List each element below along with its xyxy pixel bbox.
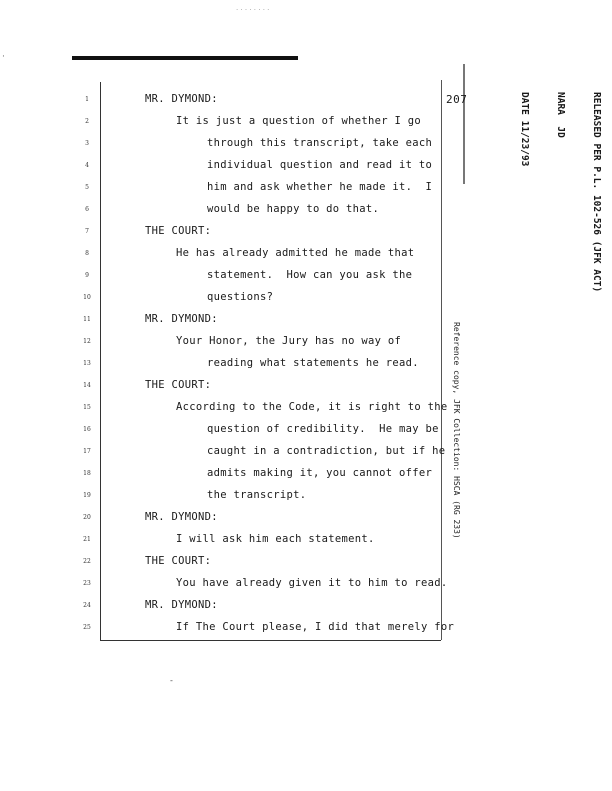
transcript-line: You have already given it to him to read. <box>176 577 448 589</box>
speaker-label: THE COURT: <box>145 379 212 391</box>
transcript-line: question of credibility. He may be <box>207 423 439 435</box>
right-margin-rule <box>441 80 442 640</box>
line-number: 8 <box>85 250 89 257</box>
scan-specks: · · · · · · · · <box>236 6 270 14</box>
transcript-line: the transcript. <box>207 489 307 501</box>
line-number: 1 <box>85 96 89 103</box>
line-number: 23 <box>83 580 91 587</box>
speaker-label: MR. DYMOND: <box>145 511 218 523</box>
line-number: 13 <box>83 360 91 367</box>
line-number: 15 <box>83 404 91 411</box>
transcript-line: If The Court please, I did that merely for <box>176 621 455 633</box>
transcript-line: reading what statements he read. <box>207 357 419 369</box>
line-number: 16 <box>83 426 91 433</box>
line-number: 9 <box>85 272 89 279</box>
speaker-label: MR. DYMOND: <box>145 93 218 105</box>
line-number: 6 <box>85 206 89 213</box>
line-number: 11 <box>83 316 91 323</box>
reference-note: Reference copy, JFK Collection: HSCA (RG 233) <box>452 322 461 539</box>
line-number: 7 <box>85 228 89 235</box>
line-number: 3 <box>85 140 89 147</box>
transcript-line: him and ask whether he made it. I <box>207 181 433 193</box>
line-number: 5 <box>85 184 89 191</box>
stamp-initials: JD <box>555 126 566 138</box>
line-number: 14 <box>83 382 91 389</box>
stamp-line-release: RELEASED PER P.L. 102-526 (JFK ACT) <box>591 92 602 293</box>
scan-mark: - <box>170 676 173 685</box>
speaker-label: THE COURT: <box>145 555 212 567</box>
line-number: 24 <box>83 602 91 609</box>
stamp-line-nara: NARA JD <box>555 92 566 138</box>
transcript-line: Your Honor, the Jury has no way of <box>176 335 402 347</box>
line-number: 4 <box>85 162 89 169</box>
line-number: 17 <box>83 448 91 455</box>
speaker-label: MR. DYMOND: <box>145 313 218 325</box>
transcript-line: individual question and read it to <box>207 159 433 171</box>
speaker-label: MR. DYMOND: <box>145 599 218 611</box>
line-number: 20 <box>83 514 91 521</box>
line-number: 22 <box>83 558 91 565</box>
line-number: 10 <box>83 294 91 301</box>
transcript-line: He has already admitted he made that <box>176 247 415 259</box>
line-number: 18 <box>83 470 91 477</box>
transcript-line: It is just a question of whether I go <box>176 115 421 127</box>
stamp-line-date: DATE 11/23/93 <box>519 92 530 167</box>
scan-mark: · <box>2 52 5 62</box>
line-number: 21 <box>83 536 91 543</box>
release-stamp <box>494 92 612 292</box>
transcript-line: caught in a contradiction, but if he <box>207 445 446 457</box>
transcript-line: I will ask him each statement. <box>176 533 375 545</box>
transcript-line: statement. How can you ask the <box>207 269 413 281</box>
page-number: 207 <box>446 93 468 106</box>
line-number: 12 <box>83 338 91 345</box>
line-number: 19 <box>83 492 91 499</box>
transcript-line: questions? <box>207 291 274 303</box>
transcript-line: admits making it, you cannot offer <box>207 467 433 479</box>
header-rule <box>72 56 298 60</box>
line-number: 25 <box>83 624 91 631</box>
speaker-label: THE COURT: <box>145 225 212 237</box>
transcript-line: According to the Code, it is right to the <box>176 401 448 413</box>
line-number: 2 <box>85 118 89 125</box>
scan-edge-line <box>463 64 465 184</box>
stamp-date: 11/23/93 <box>519 120 530 167</box>
transcript-line: through this transcript, take each <box>207 137 433 149</box>
transcript-line: would be happy to do that. <box>207 203 380 215</box>
